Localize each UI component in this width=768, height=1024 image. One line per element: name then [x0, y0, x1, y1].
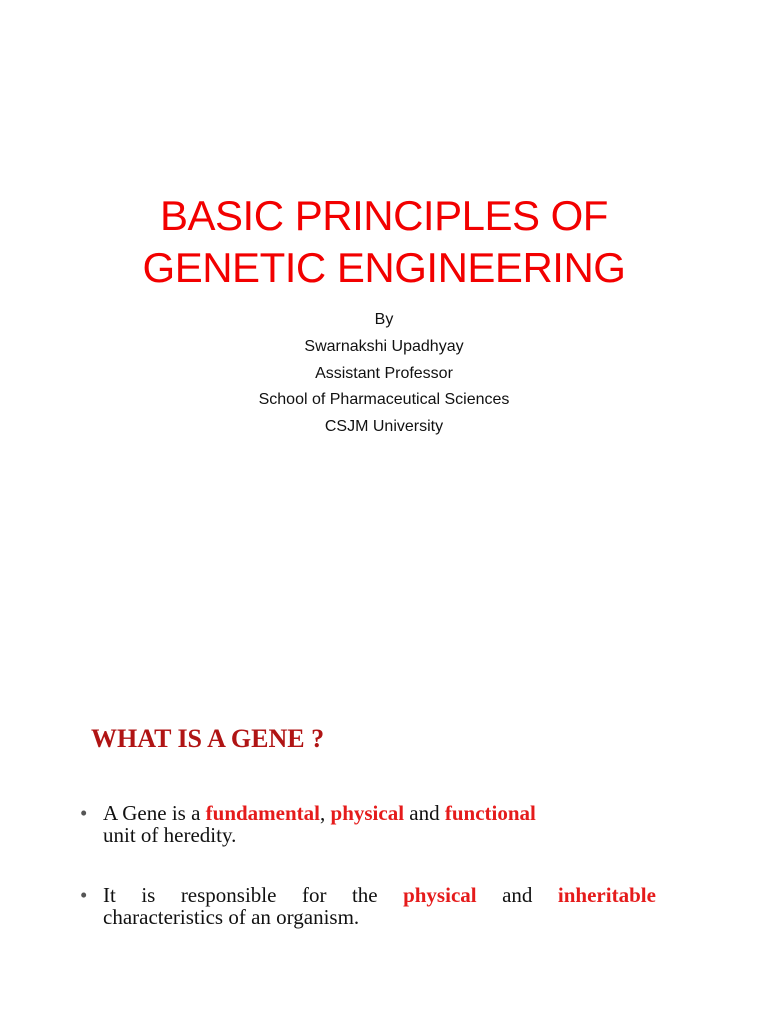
author-name: Swarnakshi Upadhyay — [304, 337, 464, 355]
author-block — [0, 307, 768, 441]
bullet-2-line-2: characteristics of an organism. — [103, 905, 360, 929]
bullet-point — [80, 802, 660, 846]
highlight-functional: functional — [444, 801, 536, 825]
bullet-1-line-2: unit of heredity. — [103, 823, 237, 847]
highlight-physical: physical — [330, 801, 405, 825]
bullet-2-word: for — [301, 883, 327, 907]
bullet-2-word: and — [502, 883, 533, 907]
title-line-2: GENETIC ENGINEERING — [142, 244, 626, 291]
author-university: CSJM University — [324, 418, 444, 436]
slide-title — [0, 190, 768, 294]
bullet-2-word: responsible — [180, 883, 277, 907]
bullet-1-sep: , — [320, 801, 331, 825]
section-heading: WHAT IS A GENE ? — [91, 724, 325, 753]
bullet-point — [80, 884, 660, 928]
highlight-physical: physical — [403, 883, 477, 907]
bullet-2-word: is — [141, 883, 156, 907]
author-position: Assistant Professor — [315, 364, 453, 382]
bullet-1-line-1 — [103, 802, 660, 824]
author-school: School of Pharmaceutical Sciences — [258, 391, 510, 409]
bullet-1-mid: and — [404, 801, 445, 825]
bullet-2-word: It — [103, 883, 116, 907]
bullet-dot-icon: • — [80, 801, 88, 825]
highlight-fundamental: fundamental — [205, 801, 321, 825]
by-label: By — [374, 311, 394, 328]
title-line-1: BASIC PRINCIPLES OF — [160, 192, 608, 239]
bullet-2-line-1 — [103, 884, 656, 906]
highlight-inheritable: inheritable — [557, 883, 656, 907]
bullet-2-word: the — [351, 883, 378, 907]
bullet-dot-icon: • — [80, 883, 88, 907]
bullet-1-pre: A Gene is a — [103, 801, 206, 825]
